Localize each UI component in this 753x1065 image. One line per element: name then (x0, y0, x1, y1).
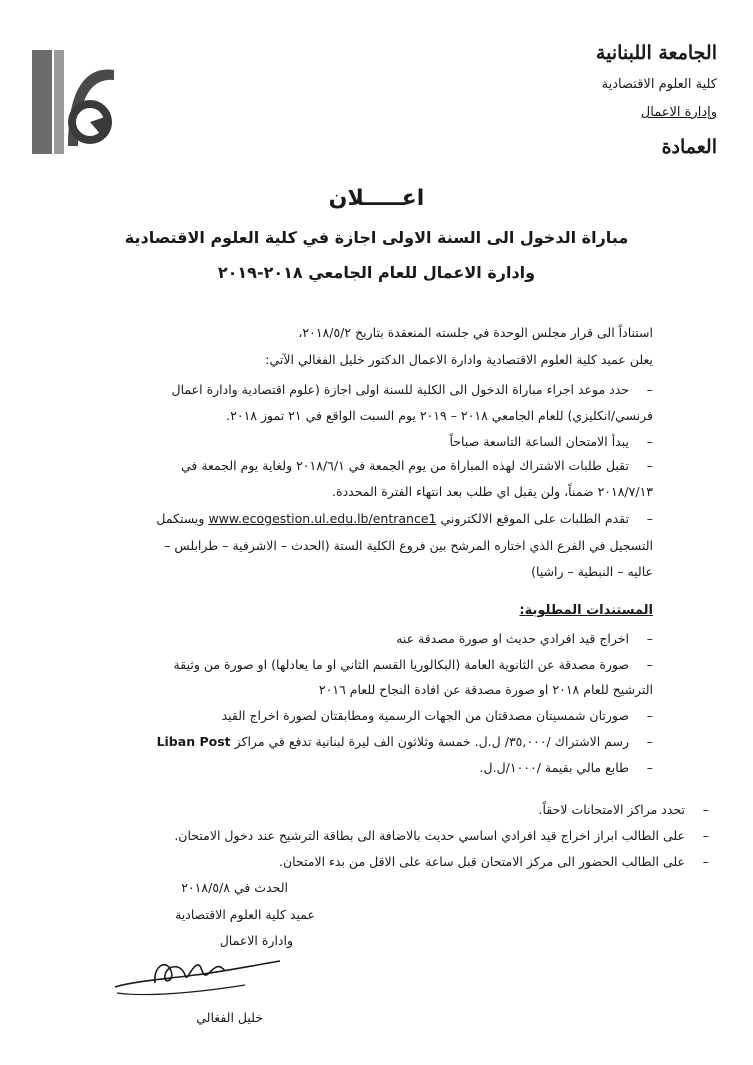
administration-name: وإدارة الاعمال (640, 105, 717, 120)
registration-link[interactable]: www.ecogestion.ul.edu.lb/entrance1 (208, 511, 437, 526)
bullet-online-cont2: عاليه – النبطية – راشيا) (531, 564, 653, 579)
bullet-dash: – (646, 734, 653, 749)
intro-line1: استناداً الى قرار مجلس الوحدة في جلسته المنعقدة بتاريخ ٢٠١٨/٥/٢، (298, 325, 653, 340)
faculty-name: كلية العلوم الاقتصادية (601, 77, 717, 92)
bullet-text: تقبل طلبات الاشتراك لهذه المباراة من يوم الجمعة في ٢٠١٨/٦/١ ولغاية يوم الجمعة في (180, 458, 629, 473)
announcement-title: اعـــــلان (328, 186, 425, 211)
bullet-online-post: ويستكمل (156, 511, 205, 526)
bullet-online-cont1: التسجيل في الفرع الذي اختاره المرشح بين فروع الكلية الستة (الحدث – الاشرفية – طرابلس – (164, 538, 653, 553)
document-text: صورة مصدقة عن الثانوية العامة (البكالوريا القسم الثاني او ما يعادلها) او صورة من وثيقة (173, 657, 629, 672)
note-text: تحدد مراكز الامتحانات لاحقاً. (538, 802, 685, 817)
university-logo-icon (28, 46, 120, 158)
bullet-text (156, 511, 629, 526)
bullet-dash: – (646, 631, 653, 646)
signature-place-date: الحدث في ٢٠١٨/٥/٨ (181, 880, 288, 895)
bullet-text: حدد موعد اجراء مباراة الدخول الى الكلية للسنة اولى اجازة (علوم اقتصادية وادارة اعمال (171, 382, 629, 397)
handwritten-signature-icon (105, 945, 295, 1005)
bullet-text: يبدأ الامتحان الساعة التاسعة صباحاً (449, 434, 629, 449)
announcement-subtitle-line1: مباراة الدخول الى السنة الاولى اجازة في كلية العلوم الاقتصادية (124, 228, 629, 247)
document-text (157, 734, 629, 749)
intro-line2: يعلن عميد كلية العلوم الاقتصادية وادارة الاعمال الدكتور خليل الفغالي الآتي: (265, 352, 653, 367)
bullet-dash: – (702, 828, 709, 843)
bullet-online-pre: تقدم الطلبات على الموقع الالكتروني (440, 511, 629, 526)
fee-text: رسم الاشتراك /٣٥,٠٠٠/ ل.ل. خمسة وثلاثون الف ليرة لبنانية تدفع في مراكز (234, 734, 629, 749)
note-text: على الطالب الحضور الى مركز الامتحان قبل ساعة على الاقل من بدء الامتحان. (278, 854, 685, 869)
signature-name: خليل الفغالي (196, 1010, 263, 1025)
bullet-dash: – (646, 382, 653, 397)
bullet-applications-cont: ٢٠١٨/٧/١٣ ضمناً، ولن يقبل اي طلب بعد انتهاء الفترة المحددة. (332, 484, 653, 499)
documents-heading: المستندات المطلوبة: (519, 603, 653, 618)
bullet-exam-date-cont: فرنسي/انكليزي) للعام الجامعي ٢٠١٨ – ٢٠١٩ يوم السبت الواقع في ٢١ تموز ٢٠١٨. (226, 408, 653, 423)
bullet-dash: – (646, 760, 653, 775)
document-item-cont: الترشيح للعام ٢٠١٨ او صورة مصدقة عن افادة النجاح للعام ٢٠١٦ (318, 682, 653, 697)
bullet-dash: – (646, 458, 653, 473)
bullet-dash: – (646, 708, 653, 723)
document-text: طابع مالي بقيمة /١٠٠٠/ل.ل. (479, 760, 629, 775)
bullet-dash: – (702, 854, 709, 869)
bullet-dash: – (702, 802, 709, 817)
bullet-dash: – (646, 657, 653, 672)
liban-post-label: Liban Post (156, 734, 231, 749)
announcement-subtitle-line2: وادارة الاعمال للعام الجامعي ٢٠١٨-٢٠١٩ (217, 263, 536, 282)
bullet-dash: – (646, 511, 653, 526)
note-text: على الطالب ابراز اخراج قيد افرادي اساسي حديث بالاضافة الى بطاقة الترشيح عند دخول الامتحان. (174, 828, 685, 843)
signature-title2: وادارة الاعمال (219, 933, 293, 948)
deanship-label: العمادة (661, 136, 717, 158)
document-text: صورتان شمسيتان مصدقتان من الجهات الرسمية ومطابقتان لصورة اخراج القيد (221, 708, 629, 723)
university-name: الجامعة اللبنانية (595, 42, 717, 64)
document-text: اخراج قيد افرادي حديث او صورة مصدقة عنه (396, 631, 629, 646)
bullet-dash: – (646, 434, 653, 449)
signature-title1: عميد كلية العلوم الاقتصادية (175, 907, 315, 922)
